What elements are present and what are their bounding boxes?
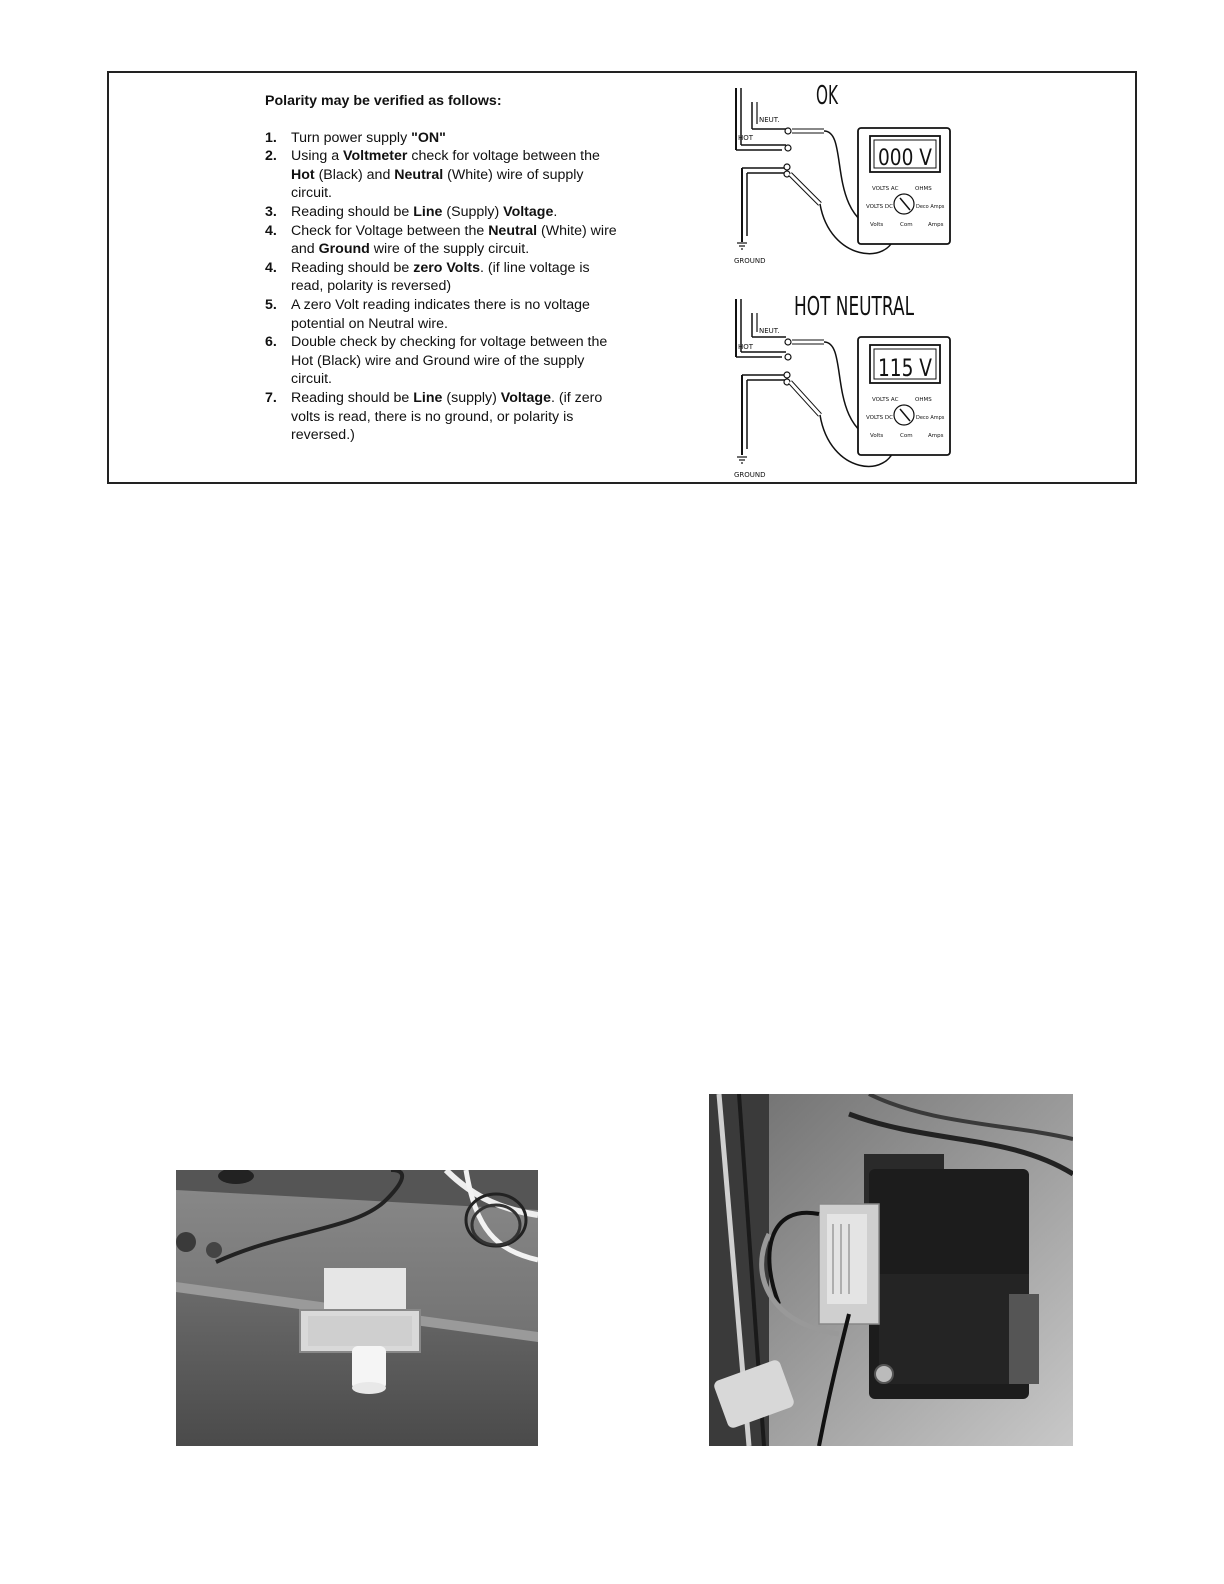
label-ohms-ok: OHMS <box>915 186 932 192</box>
label-dc-amps-ok: Deco Amps <box>916 204 945 210</box>
label-volts-ac-reversed: VOLTS AC <box>872 397 899 403</box>
meter-display-ok: 000 V <box>878 146 932 171</box>
label-volts-reversed: Volts <box>870 433 884 439</box>
voltmeter-diagram-ok <box>730 76 980 276</box>
step-4-reading: 4. Reading should be zero Volts. (if line voltage is read, polarity is reversed) <box>265 259 590 295</box>
label-hot-reversed: HOT <box>738 343 754 351</box>
label-ground-ok: GROUND <box>734 257 766 265</box>
wiring-diagram-ok-svg <box>730 76 980 276</box>
label-hot-ok: HOT <box>738 134 754 142</box>
step-5: 5. A zero Volt reading indicates there is no voltage potential on Neutral wire. <box>265 296 590 332</box>
label-volts-dc-reversed: VOLTS DC <box>866 415 893 421</box>
label-neut-ok: NEUT. <box>759 116 780 124</box>
label-amps-reversed: Amps <box>928 433 944 439</box>
label-com-reversed: Com <box>900 433 913 439</box>
label-ground-reversed: GROUND <box>734 471 766 479</box>
step-2: 2. Using a Voltmeter check for voltage between the Hot (Black) and Neutral (White) wire of supply circuit. <box>265 148 600 202</box>
diagram-title-ok: OK <box>816 81 839 111</box>
label-dc-amps-reversed: Deco Amps <box>916 415 945 421</box>
photo-relay-svg <box>709 1094 1073 1446</box>
label-amps-ok: Amps <box>928 222 944 228</box>
step-3: 3. Reading should be Line (Supply) Voltage. <box>265 203 558 220</box>
diagram-title-reversed: HOT NEUTRAL <box>794 292 915 322</box>
label-com-ok: Com <box>900 222 913 228</box>
step-4-check: 4. Check for Voltage between the Neutral (White) wire and Ground wire of the supply circuit. <box>265 222 617 258</box>
photo-relay-transformer <box>709 1094 1073 1446</box>
instructions-heading: Polarity may be verified as follows: <box>265 93 502 109</box>
step-6: 6. Double check by checking for voltage between the Hot (Black) wire and Ground wire of the supply circuit. <box>265 334 608 388</box>
photo-push-button-switch <box>176 1170 538 1446</box>
step-7: 7. Reading should be Line (supply) Voltage. (if zero volts is read, there is no ground, or polarity is reversed.) <box>265 389 603 444</box>
label-volts-ok: Volts <box>870 222 884 228</box>
polarity-instructions <box>265 92 625 445</box>
label-volts-ac-ok: VOLTS AC <box>872 186 899 192</box>
meter-display-reversed: 115 V <box>878 354 933 382</box>
label-neut-reversed: NEUT. <box>759 327 780 335</box>
step-1: 1. Turn power supply "ON" <box>265 129 446 146</box>
wiring-diagram-reversed-svg <box>730 287 980 483</box>
voltmeter-diagram-reversed <box>730 287 980 483</box>
label-volts-dc-ok: VOLTS DC <box>866 204 893 210</box>
photo-switch-svg <box>176 1170 538 1446</box>
label-ohms-reversed: OHMS <box>915 397 932 403</box>
